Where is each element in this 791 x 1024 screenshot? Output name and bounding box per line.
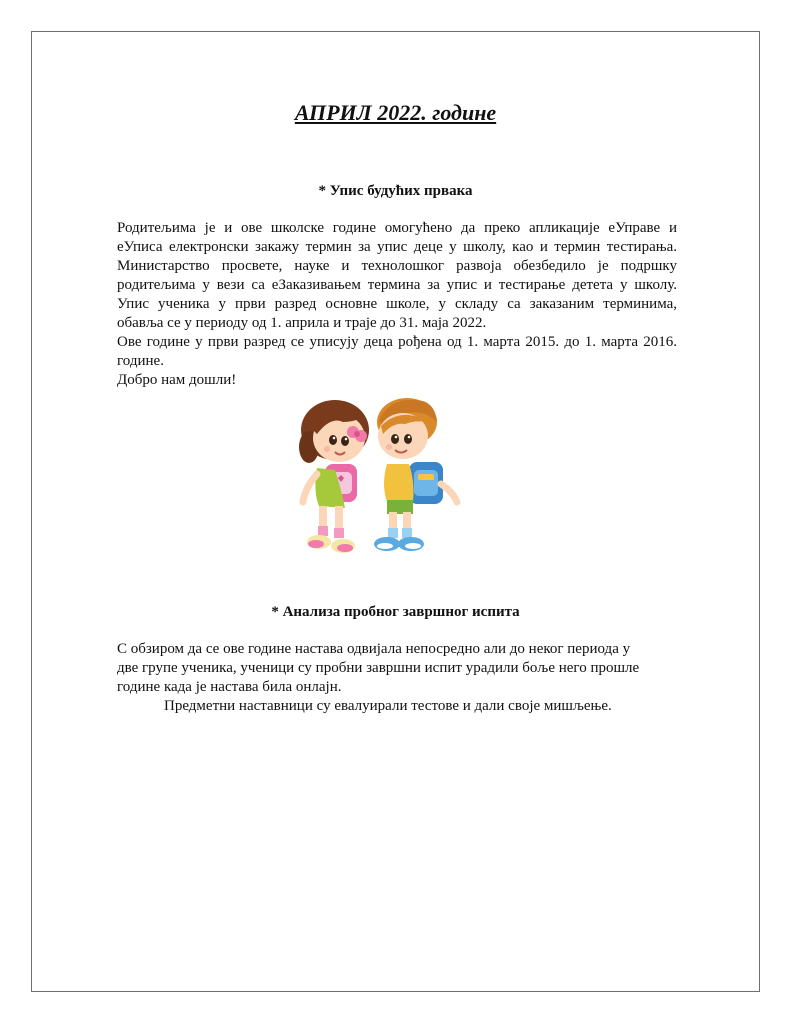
- text-line: Ове године у први разред се уписују деца рођена од 1. марта 2015. до 1. марта 2016.: [117, 334, 677, 350]
- section-heading-exam-analysis: * Анализа пробног завршног испита: [271, 604, 520, 620]
- enrollment-paragraph: [117, 219, 677, 390]
- text-line: Министарство просвете, науке и технолошког развоја обезбедило је подршку: [117, 258, 677, 274]
- text-line: Добро нам дошли!: [117, 372, 237, 388]
- text-line: Упис ученика у први разред основне школе, у складу са заказаним терминима,: [117, 296, 677, 312]
- text-line: обавља се у периоду од 1. априла и траје до 31. маја 2022.: [117, 315, 487, 331]
- text-line: еУписа електронски закажу термин за упис деце у школу, као и термин тестирања.: [117, 239, 677, 255]
- kids-illustration: [283, 392, 469, 572]
- text-line: године када је настава била онлајн.: [117, 679, 342, 695]
- exam-analysis-paragraph: [117, 640, 677, 716]
- text-line: године.: [117, 353, 164, 369]
- text-line: Родитељима је и ове школске године омогућено да преко апликације еУправе и: [117, 220, 677, 236]
- page-title: АПРИЛ 2022. године: [294, 100, 497, 125]
- text-line: Предметни наставници су евалуирали тестове и дали своје мишљење.: [164, 698, 612, 714]
- section-heading-enrollment: * Упис будућих првака: [318, 183, 473, 199]
- text-line: С обзиром да се ове године настава одвијала непосредно али до неког периода у: [117, 641, 631, 657]
- girl-figure: [299, 400, 369, 553]
- boy-figure: [374, 398, 457, 551]
- text-line: родитељима у вези са еЗаказивањем термина за упис и тестирање детета у школу.: [117, 277, 677, 293]
- text-line: две групе ученика, ученици су пробни завршни испит урадили боље него прошле: [117, 660, 640, 676]
